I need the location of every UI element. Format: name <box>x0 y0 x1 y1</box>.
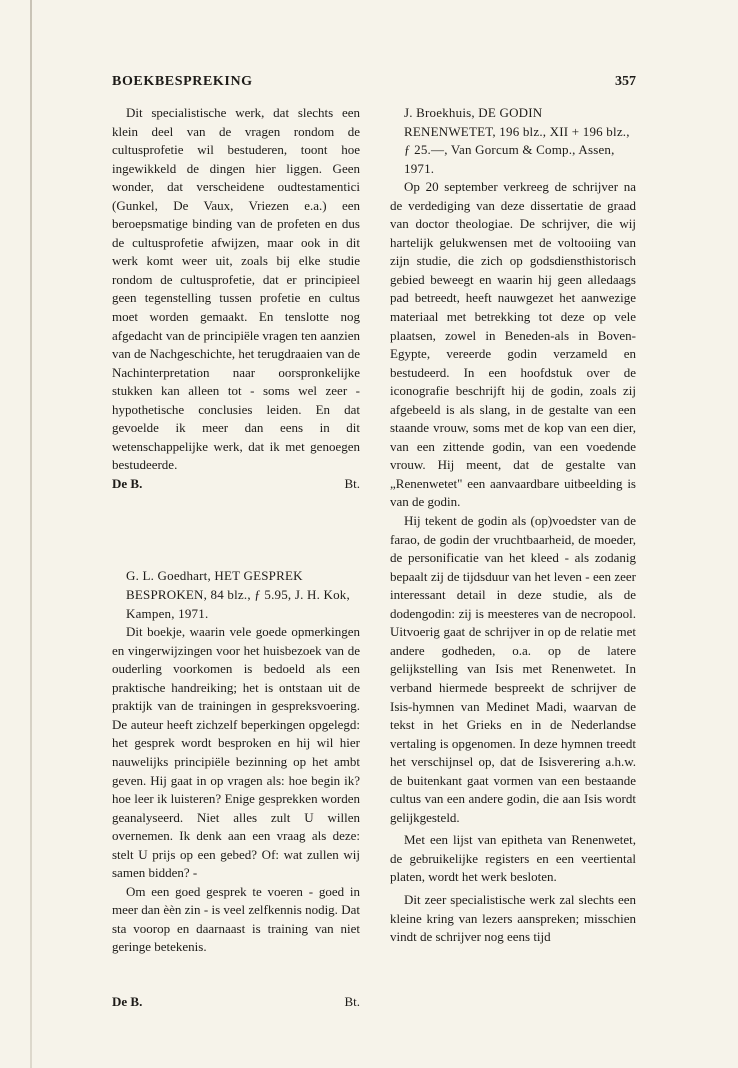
section-title: BOEKBESPREKING <box>112 74 253 89</box>
review2-signature-name: De B. <box>112 993 143 1009</box>
section-gap <box>112 493 360 567</box>
review2-paragraph-1: Dit boekje, waarin vele goede opmerkingen en vingerwijzingen voor het huisbezoek van de ouderling voorkomen is bedoeld als een praktische handreiking; het is ontstaan uit de praktijk van de trainingen in gespreksvoering. De auteur heeft zichzelf beperkingen opgelegd: het gesprek wordt besproken en hij wil hier nauwelijks principiële bezinning op het ambt geven. Hij gaat in op vragen als: hoe begin ik? hoe leer ik luisteren? Enige gesprekken worden geanalyseerd. Niet alles zult U willen overnemen. Ik denk aan een vraag als deze: stelt U prijs op een gebed? Of: wat zullen wij samen bidden? - <box>112 624 360 881</box>
page-header <box>112 74 636 94</box>
section-gap <box>112 957 360 993</box>
page-binding-edge <box>30 0 32 1068</box>
right-column <box>390 104 636 947</box>
review2-citation: G. L. Goedhart, HET GESPREK BESPROKEN, 84 blz., ƒ 5.95, J. H. Kok, Kampen, 1971. <box>126 568 350 621</box>
review1-signature-initials: Bt. <box>344 475 360 491</box>
review2-signature <box>112 993 360 1012</box>
left-column <box>112 104 360 1012</box>
review1-signature-name: De B. <box>112 475 143 491</box>
review3-paragraph-2: Hij tekent de godin als (op)voedster van de farao, de godin der vruchtbaarheid, de moeder, de personificatie van het kleed - als zodanig bepaalt zij de tijdsduur van het leven - een zeer interessant detail in deze studie, als de dodengodin: zij is meesteres van de necropool. Uitvoerig gaat de schrijver in op de relatie met andere godheden, o.a. op de latere gelijkstelling van Isis met Renenwetet. In verband hiermede bespreekt de schrijver de Isis-hymnen van Medinet Madi, waarvan de tekst in het Grieks en in de Nederlandse vertaling is opgenomen. In deze hymnen treedt het verschijnsel op, dat de Isisverering a.h.w. de buitenkant gaat vormen van een bestaande cultus van een andere godin, die aan Isis wordt gelijkgesteld. <box>390 513 636 825</box>
review3-paragraph-1: Op 20 september verkreeg de schrijver na de verdediging van deze dissertatie de graad van doctor theologiae. De schrijver, die wij hartelijk gelukwensen met de voltooiing van zijn studie, die zich op godsdiensthistorisch gebied beweegt en waarin hij geen alledaags pad betreedt, heeft nauwgezet het aanwezige materiaal met betrekking tot deze op vele plaatsen, zowel in Beneden-als in Boven-Egypte, vereerde godin verzameld en bestudeerd. In een hoofdstuk over de iconografie beschrijft hij de godin, zoals zij afgebeeld is als slang, in de gestalte van een staande vrouw, soms met de kop van een dier, van een zittende godin, van een voedende vrouw. Hij meent, dat de gestalte van „Renenwetet" een aanvaardbare uitbeelding is van de godin. <box>390 179 636 510</box>
review1-paragraph-1: Dit specialistische werk, dat slechts een klein deel van de vragen rondom de cultusprofetie wil bestuderen, toont hoe ingewikkeld de dingen hier liggen. Geen wonder, dat verscheidene oudtestamentici (Gunkel, De Vaux, Vriezen e.a.) een beroepsmatige binding van de profeten en dus de cultusprofetie afwijzen, maar ook in dit werk komt weer uit, zoals bij elke studie rondom de cultusprofetie, dat er principieel geen tegenstelling tussen profetie en cultus moet worden gemaakt. En tenslotte nog afgedacht van de principiële vragen ten aanzien van de Nachgeschichte, het terugdraaien van de Nachinterpretation naar oorspronkelijke stukken kan alleen tot - soms wel zeer - hypothetische conclusies leiden. En dat gevoelde ik meer dan eens in dit wetenschappelijke werk, dat ik met genoegen bestudeerde. <box>112 105 360 473</box>
page-number: 357 <box>615 74 636 89</box>
review3-paragraph-3: Met een lijst van epitheta van Renenwetet, de gebruikelijke registers en een veertiental platen, wordt het werk besloten. <box>390 832 636 885</box>
review3-citation: J. Broekhuis, DE GODIN RENENWETET, 196 blz., XII + 196 blz., ƒ 25.—, Van Gorcum & Comp., Assen, 1971. <box>404 105 630 176</box>
review2-signature-initials: Bt. <box>344 993 360 1009</box>
review1-signature <box>112 475 360 494</box>
review2-paragraph-2: Om een goed gesprek te voeren - goed in meer dan èèn zin - is veel zelfkennis nodig. Dat sta voorop en daarnaast is training van niet geringe betekenis. <box>112 883 360 955</box>
review3-paragraph-4: Dit zeer specialistische werk zal slechts een kleine kring van lezers aanspreken; misschien vindt de schrijver nog eens tijd <box>390 891 636 945</box>
